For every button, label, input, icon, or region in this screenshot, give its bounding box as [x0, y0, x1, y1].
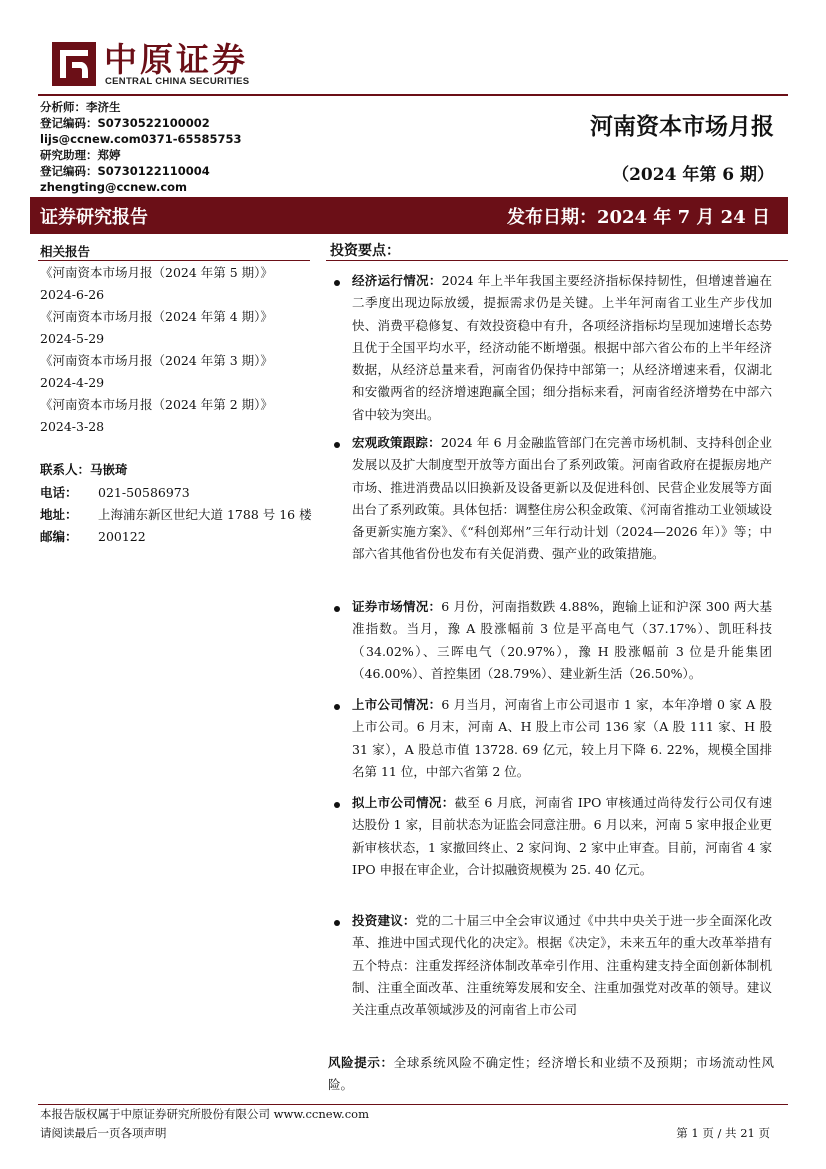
assistant-name: 研究助理：郑婷 [40, 148, 121, 162]
key-point-ipo [352, 792, 772, 881]
contact-phone-label: 电话： [40, 485, 78, 500]
contact-postcode-value: 200122 [98, 529, 146, 544]
report-issue: （2024 年第 6 期） [612, 165, 774, 185]
key-point-title: 上市公司情况： [352, 697, 442, 712]
key-point-title: 经济运行情况： [352, 273, 442, 288]
page-number: 第 1 页 / 共 21 页 [676, 1126, 770, 1140]
contact-address-row [40, 504, 312, 526]
bullet-icon [334, 442, 340, 448]
key-points-divider [326, 260, 788, 261]
related-report-date: 2024-5-29 [40, 331, 105, 346]
key-point-body: 2024 年上半年我国主要经济指标保持韧性，但增速普遍在二季度出现边际放缓，提振需求仍是关键。上半年河南省工业生产步伐加快、消费平稳修复、有效投资稳中有升，各项经济指标均呈现加速增长态势且优于全国平均水平，经济动能不断增强。根据中部六省公布的上半年经济数据，从经济总量来看，河南省仍保持中部第一；从经济增速来看，仅湖北和安徽两省的经济增速跑赢全国；细分指标来看，河南省经济增势在中部六省中较为突出。 [352, 273, 772, 422]
related-report-date: 2024-6-26 [40, 287, 105, 302]
key-point-title: 证券市场情况： [352, 599, 442, 614]
contact-address-label: 地址： [40, 507, 78, 522]
related-divider [38, 260, 310, 261]
publish-date: 发布日期：2024 年 7 月 24 日 [506, 207, 770, 228]
logo-english-name: CENTRAL CHINA SECURITIES [105, 76, 250, 87]
related-report-title[interactable]: 《河南资本市场月报（2024 年第 4 期）》 [40, 309, 273, 324]
analyst-contact: lijs@ccnew.com0371-65585753 [40, 132, 242, 146]
contact-postcode-label: 邮编： [40, 529, 78, 544]
footer-disclaimer: 请阅读最后一页各项声明 [40, 1126, 167, 1140]
related-report-date: 2024-4-29 [40, 375, 105, 390]
key-point-body: 6 月当月，河南省上市公司退市 1 家，本年净增 0 家 A 股上市公司。6 月末，河南 A、H 股上市公司 136 家（A 股 111 家、H 股 31 家），A 股总市值 13728. 69 亿元，较上月下降 6. 22%，规模全国排名第 11 位，中部六省第 2 位。 [352, 697, 772, 779]
bullet-icon [334, 704, 340, 710]
key-point-market [352, 596, 772, 685]
bullet-icon [334, 802, 340, 808]
bullet-icon [334, 920, 340, 926]
risk-warning [328, 1052, 774, 1096]
related-reports-heading: 相关报告 [40, 244, 91, 259]
related-report-title[interactable]: 《河南资本市场月报（2024 年第 3 期）》 [40, 353, 273, 368]
key-point-advice [352, 910, 772, 1021]
header-divider [38, 94, 788, 96]
bullet-icon [334, 280, 340, 286]
report-title: 河南资本市场月报 [590, 113, 774, 140]
key-point-listed [352, 694, 772, 783]
footer-divider [38, 1104, 788, 1105]
key-point-title: 宏观政策跟踪： [352, 435, 441, 450]
contact-postcode-row [40, 526, 146, 548]
risk-title: 风险提示： [328, 1055, 394, 1070]
assistant-registration: 登记编码：S0730122110004 [40, 164, 210, 178]
contact-phone-row [40, 482, 190, 504]
analyst-registration: 登记编码：S0730522100002 [40, 116, 210, 130]
footer-copyright: 本报告版权属于中原证券研究所股份有限公司 www.ccnew.com [40, 1107, 369, 1121]
related-report-title[interactable]: 《河南资本市场月报（2024 年第 5 期）》 [40, 265, 273, 280]
contact-phone-value: 021-50586973 [98, 485, 190, 500]
key-point-policy [352, 432, 772, 566]
bullet-icon [334, 606, 340, 612]
risk-body: 全球系统风险不确定性；经济增长和业绩不及预期；市场流动性风险。 [328, 1055, 774, 1092]
related-report-title[interactable]: 《河南资本市场月报（2024 年第 2 期）》 [40, 397, 273, 412]
key-point-body: 截至 6 月底，河南省 IPO 审核通过尚待发行公司仅有速达股份 1 家，目前状态为证监会同意注册。6 月以来，河南 5 家申报企业更新审核状态，1 家撤回终止、2 家问询、2 家中止审查。目前，河南省 4 家 IPO 申报在审企业，合计拟融资规模为 25. 40 亿元。 [352, 795, 772, 877]
key-point-title: 拟上市公司情况： [352, 795, 455, 810]
key-point-economy [352, 270, 772, 426]
contact-address-value: 上海浦东新区世纪大道 1788 号 16 楼 [98, 507, 312, 522]
key-point-body: 6 月份，河南指数跌 4.88%，跑输上证和沪深 300 两大基准指数。当月，豫 A 股涨幅前 3 位是平高电气（37.17%）、凯旺科技（34.02%）、三晖电气（20.97%），豫 H 股涨幅前 3 位是升能集团（46.00%）、首控集团（28.79%）、建业新生活（26.50%）。 [352, 599, 772, 681]
logo-chinese-name: 中原证券 [104, 40, 248, 79]
key-point-body: 2024 年 6 月金融监管部门在完善市场机制、支持科创企业发展以及扩大制度型开放等方面出台了系列政策。河南省政府在提振房地产市场、推进消费品以旧换新及设备更新以及促进科创、民营企业发展等方面出台了系列政策。具体包括：调整住房公积金政策、《河南省推动工业领域设备更新实施方案》、《“科创郑州”三年行动计划（2024—2026 年）》等；中部六省其他省份也发布有关促消费、强产业的政策措施。 [352, 435, 772, 562]
assistant-email: zhengting@ccnew.com [40, 180, 188, 194]
company-logo-icon [52, 42, 96, 86]
related-report-date: 2024-3-28 [40, 419, 105, 434]
key-point-body: 党的二十届三中全会审议通过《中共中央关于进一步全面深化改革、推进中国式现代化的决定》。根据《决定》，未来五年的重大改革举措有五个特点：注重发挥经济体制改革牵引作用、注重构建支持全面创新体制机制、注重全面改革、注重统筹发展和安全、注重加强党对改革的领导。建议关注重点改革领域涉及的河南省上市公司 [352, 913, 772, 1018]
analyst-name: 分析师：李济生 [40, 100, 121, 114]
key-points-heading: 投资要点： [330, 243, 400, 259]
key-point-title: 投资建议： [352, 913, 416, 928]
contact-person: 联系人：马嵌琦 [40, 462, 128, 477]
report-type: 证券研究报告 [40, 207, 148, 228]
